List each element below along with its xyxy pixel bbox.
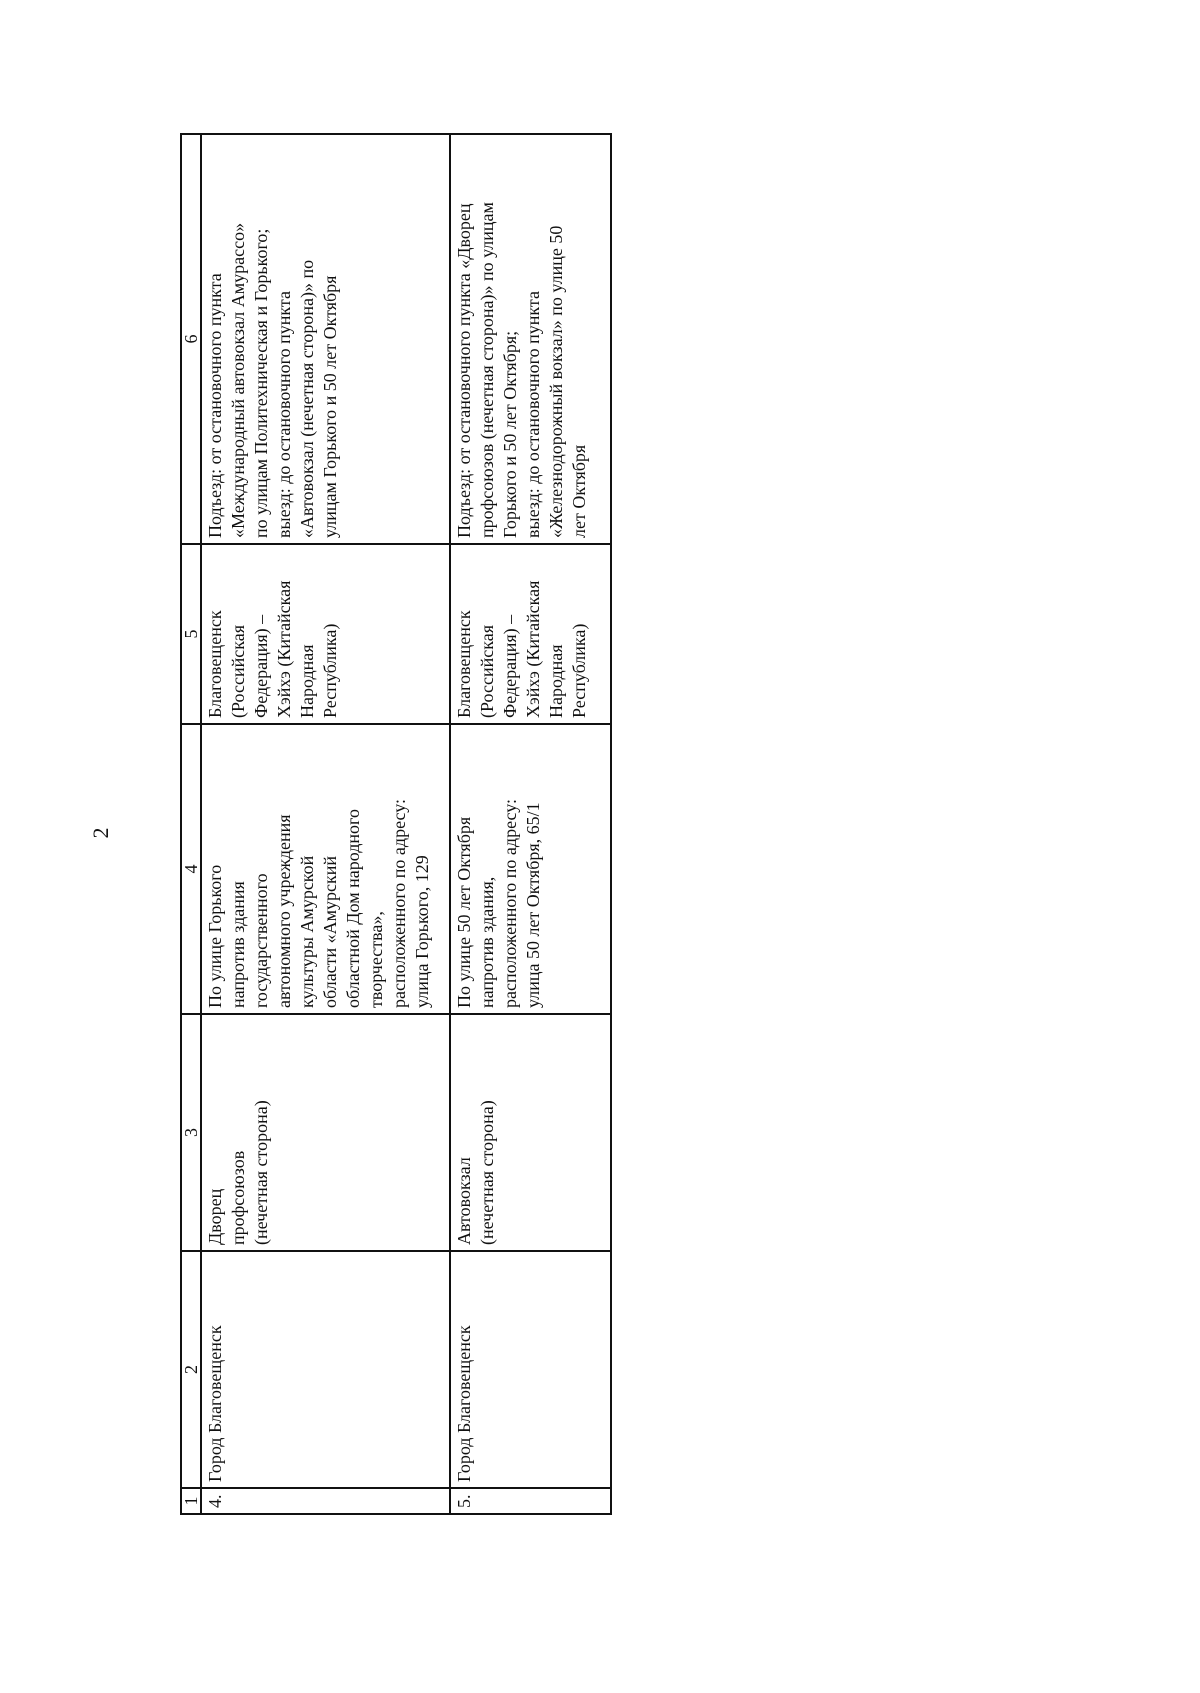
route-cell: Благовещенск (Российская Федерация) – Хэйхэ (Китайская Народная Республика): [201, 544, 450, 724]
location-cell: По улице 50 лет Октября напротив здания, расположенного по адресу: улица 50 лет Октября, 65/1: [450, 724, 611, 1014]
header-col-1: 1: [181, 1488, 201, 1514]
header-col-5: 5: [181, 544, 201, 724]
stops-table: [180, 133, 612, 1515]
access-cell: Подъезд: от остановочного пункта «Международный автовокзал Амурассо» по улицам Политехническая и Горького; выезд: до остановочного пункта «Автовокзал (нечетная сторона)» по улицам Горького и 50 лет Октября: [201, 134, 450, 544]
header-col-2: 2: [181, 1251, 201, 1488]
city-cell: Город Благовещенск: [450, 1251, 611, 1488]
table-row: [450, 134, 611, 1514]
table-row: [201, 134, 450, 1514]
header-col-4: 4: [181, 724, 201, 1014]
table-container: [180, 135, 612, 1515]
row-number: 5.: [450, 1488, 611, 1514]
route-cell: Благовещенск (Российская Федерация) – Хэйхэ (Китайская Народная Республика): [450, 544, 611, 724]
access-cell: Подъезд: от остановочного пункта «Дворец профсоюзов (нечетная сторона)» по улицам Горького и 50 лет Октября; выезд: до остановочного пункта «Железнодорожный вокзал» по улице 50 лет Октября: [450, 134, 611, 544]
header-col-6: 6: [181, 134, 201, 544]
row-number: 4.: [201, 1488, 450, 1514]
stop-name-cell: Дворец профсоюзов (нечетная сторона): [201, 1014, 450, 1251]
table-header-row: [181, 134, 201, 1514]
header-col-3: 3: [181, 1014, 201, 1251]
city-cell: Город Благовещенск: [201, 1251, 450, 1488]
location-cell: По улице Горького напротив здания государственного автономного учреждения культуры Амурской области «Амурский областной Дом народного творчества», расположенного по адресу: улица Горького, 129: [201, 724, 450, 1014]
page-number: 2: [88, 827, 113, 839]
stop-name-cell: Автовокзал (нечетная сторона): [450, 1014, 611, 1251]
